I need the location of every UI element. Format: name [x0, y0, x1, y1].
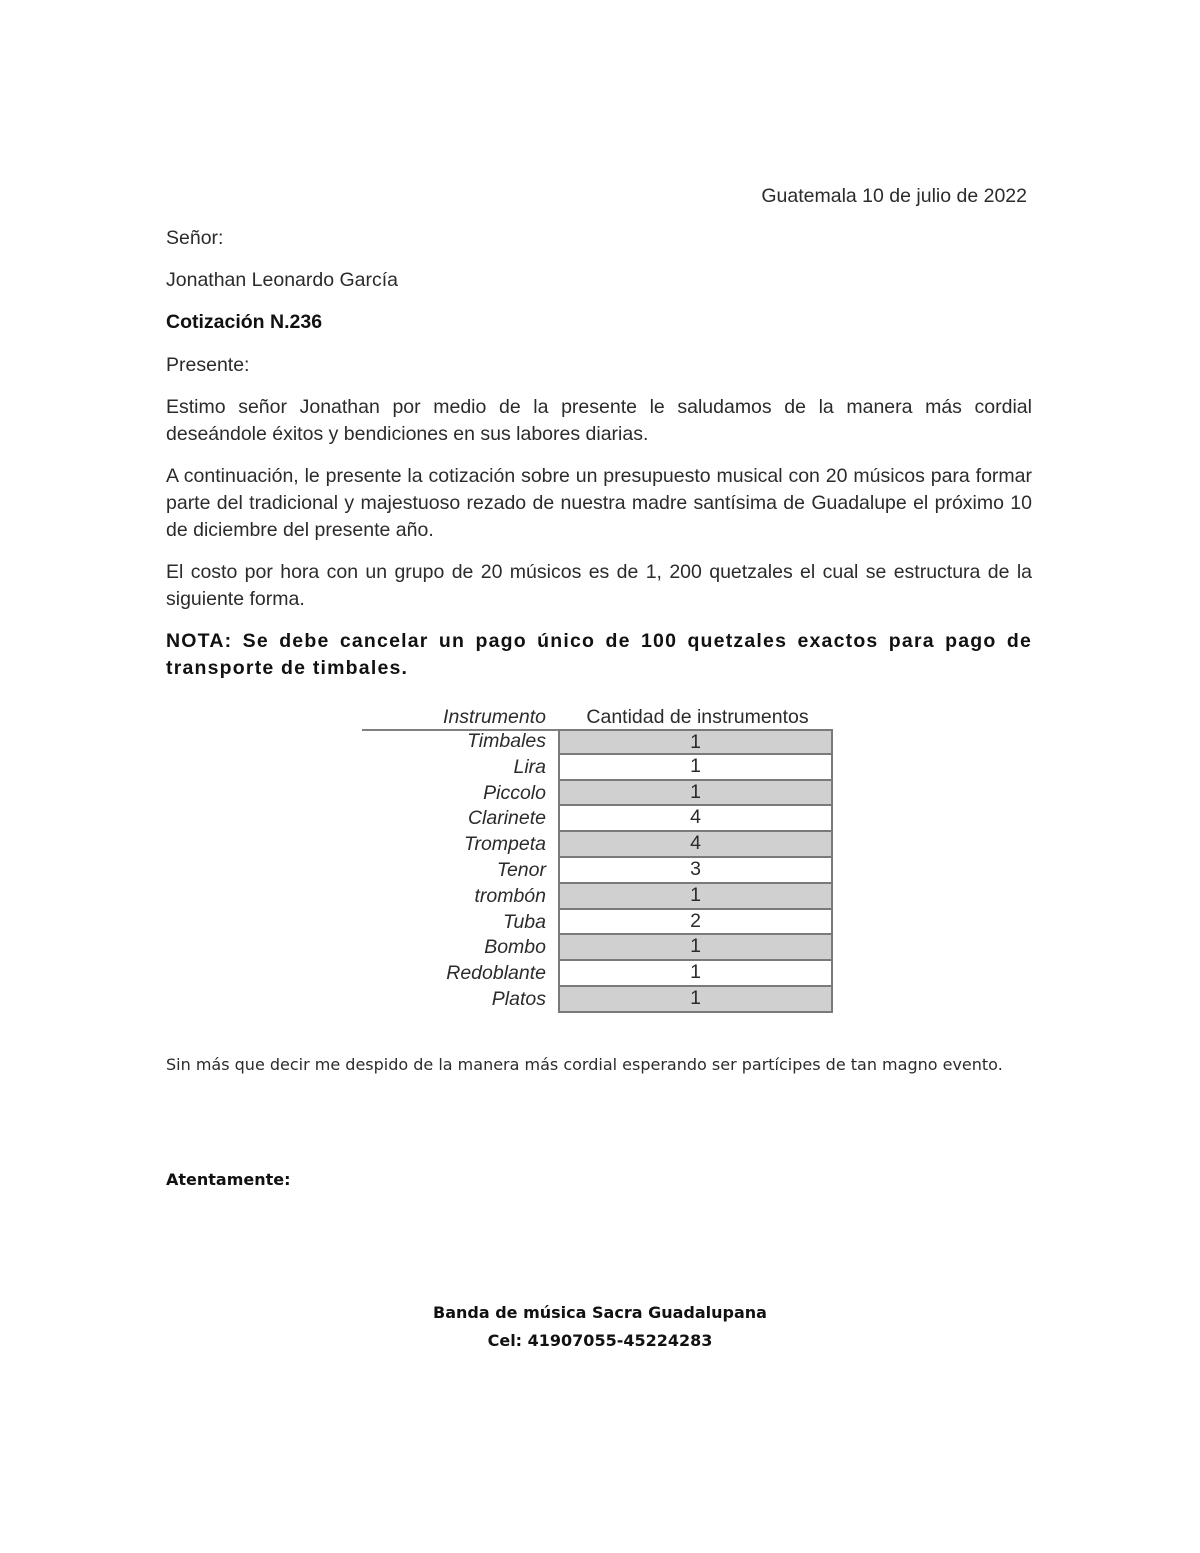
instrument-name: Clarinete	[467, 807, 546, 830]
instrument-table	[362, 729, 837, 1013]
paragraph-cost: El costo por hora con un grupo de 20 músicos es de 1, 200 quetzales el cual se estructura de la siguiente forma.	[166, 561, 1032, 610]
quote-number: Cotización N.236	[166, 311, 323, 333]
instrument-name: Timbales	[467, 730, 546, 752]
instrument-quantity: 1	[558, 961, 833, 987]
organization-name: Banda de música Sacra Guadalupana	[433, 1303, 767, 1322]
instrument-name: Lira	[513, 755, 546, 778]
instrument-quantity: 2	[558, 910, 833, 936]
instrument-name: Redoblante	[446, 962, 546, 985]
presente-line: Presente:	[166, 354, 250, 376]
letter-date: Guatemala 10 de julio de 2022	[761, 185, 1027, 207]
salutation: Señor:	[166, 227, 224, 249]
instrument-name: Platos	[491, 987, 546, 1010]
contact-phone: Cel: 41907055-45224283	[487, 1331, 713, 1350]
instrument-quantity: 3	[558, 858, 833, 884]
table-row	[362, 935, 837, 961]
instrument-quantity: 4	[558, 806, 833, 832]
instrument-name: Trompeta	[464, 833, 546, 856]
table-row	[362, 961, 837, 987]
instrument-name: trombón	[474, 884, 546, 907]
instrument-name: Tuba	[503, 910, 546, 933]
table-row	[362, 755, 837, 781]
instrument-quantity: 1	[558, 729, 833, 755]
instrument-quantity: 1	[558, 987, 833, 1013]
paragraph-quote: A continuación, le presente la cotización sobre un presupuesto musical con 20 músicos para formar parte del tradicional y majestuoso rezado de nuestra madre santísima de Guadalupe el próximo 10 de diciembre del presente año.	[166, 465, 1032, 541]
table-row	[362, 987, 837, 1013]
instrument-quantity: 4	[558, 832, 833, 858]
payment-note: NOTA: Se debe cancelar un pago único de 100 quetzales exactos para pago de transporte de timbales.	[166, 630, 1032, 679]
table-row	[362, 781, 837, 807]
instrument-quantity: 1	[558, 884, 833, 910]
table-row	[362, 884, 837, 910]
instrument-name: Piccolo	[483, 781, 546, 804]
table-row	[362, 858, 837, 884]
instrument-name: Tenor	[496, 858, 546, 881]
table-row	[362, 729, 837, 755]
table-header-quantity: Cantidad de instrumentos	[586, 706, 809, 728]
paragraph-greeting: Estimo señor Jonathan por medio de la presente le saludamos de la manera más cordial deseándole éxitos y bendiciones en sus labores diarias.	[166, 396, 1032, 445]
instrument-quantity: 1	[558, 755, 833, 781]
instrument-quantity: 1	[558, 781, 833, 807]
table-row	[362, 910, 837, 936]
recipient-name: Jonathan Leonardo García	[166, 269, 399, 291]
table-row	[362, 832, 837, 858]
regards-line: Atentamente:	[166, 1170, 291, 1189]
instrument-quantity: 1	[558, 935, 833, 961]
table-row	[362, 806, 837, 832]
table-header-instrument: Instrumento	[443, 706, 546, 728]
instrument-name: Bombo	[484, 936, 546, 959]
farewell-paragraph: Sin más que decir me despido de la manera más cordial esperando ser partícipes de tan magno evento.	[166, 1055, 1003, 1074]
